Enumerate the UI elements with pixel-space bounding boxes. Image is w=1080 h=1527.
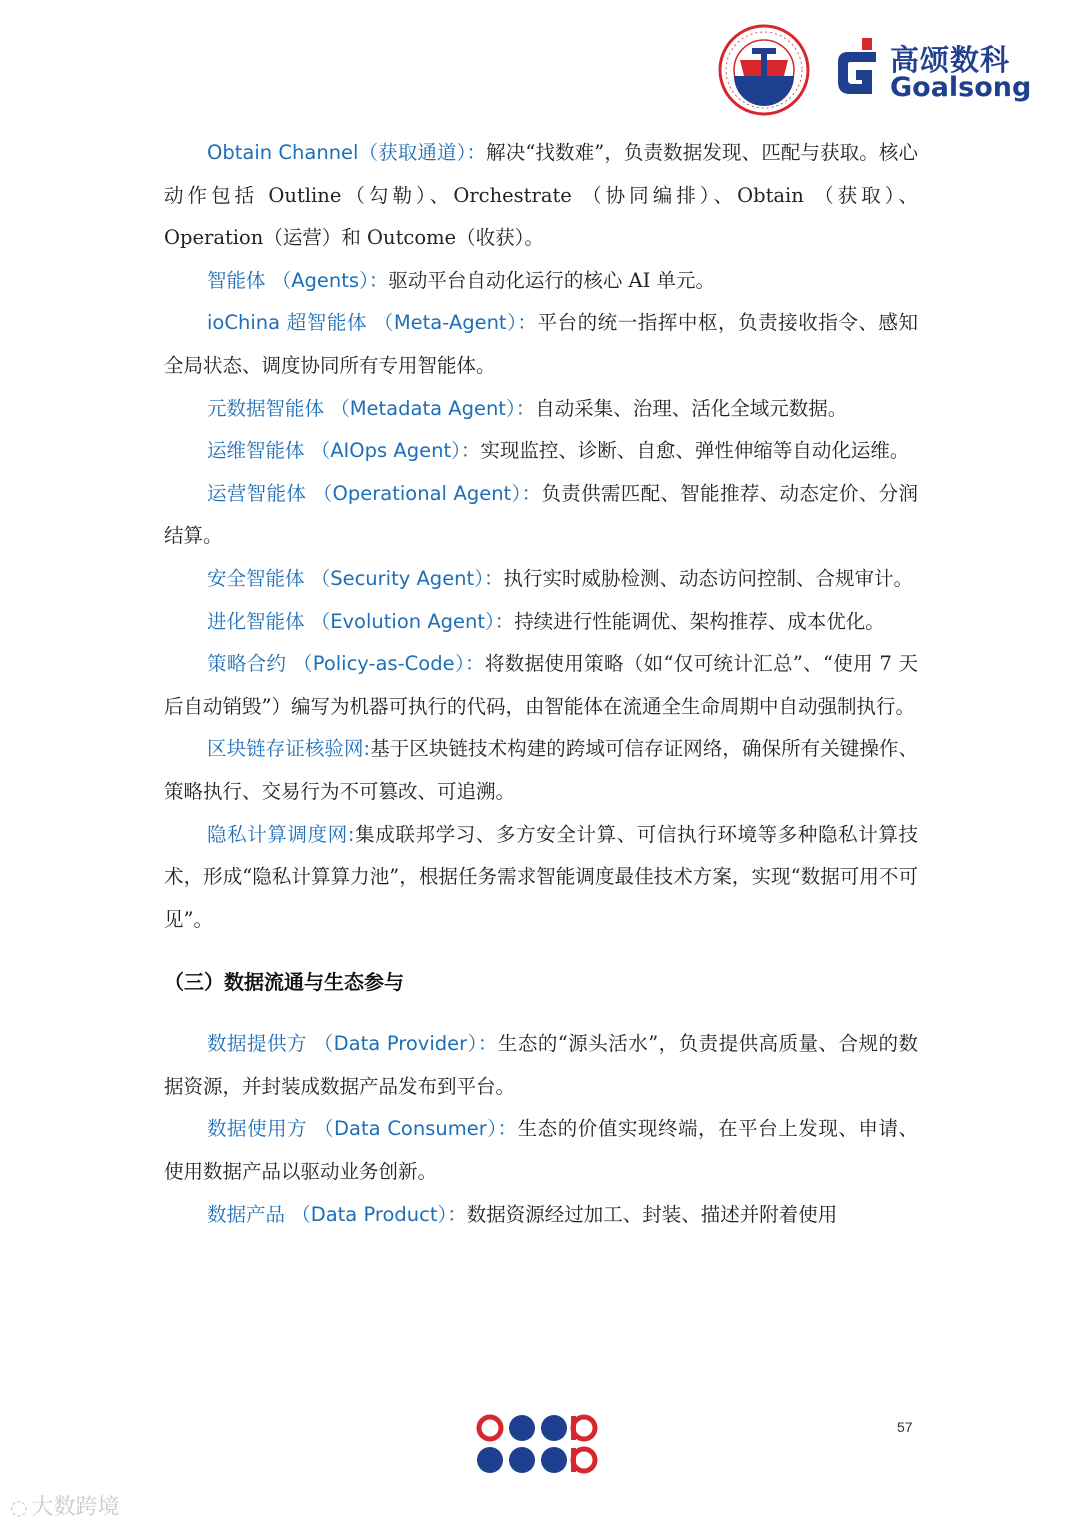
watermark — [10, 1490, 119, 1521]
paragraph-data-provider — [164, 1023, 918, 1108]
term-label: ioChina 超智能体 （Meta-Agent）： — [207, 311, 538, 335]
brand-logo — [832, 36, 1032, 106]
page-number: 57 — [897, 1419, 913, 1435]
paragraph-security-agent — [164, 558, 918, 601]
paragraph-text: 基于区块链技术构建的跨域可信存证网络，确保所有关键操作、策略执行、交易行为不可篡改、可追溯。 — [164, 737, 918, 803]
chat-bubble-icon: ◌ — [10, 1495, 28, 1519]
paragraph-data-consumer — [164, 1108, 918, 1193]
paragraph-obtain-channel — [164, 132, 918, 260]
paragraph-text: 驱动平台自动化运行的核心 AI 单元。 — [388, 268, 716, 292]
term-label: 数据产品 （Data Product）： — [207, 1202, 467, 1226]
term-label: 安全智能体 （Security Agent）： — [207, 566, 504, 590]
section-heading: （三）数据流通与生态参与 — [164, 970, 404, 995]
paragraph-text: 将数据使用策略（如“仅可统计汇总”、“使用 7 天后自动销毁”）编写为机器可执行的代码，由智能体在流通全生命周期中自动强制执行。 — [164, 652, 918, 718]
paragraph-text: 负责供需匹配、智能推荐、动态定价、分润结算。 — [164, 481, 918, 548]
term-label: 区块链存证核验网: — [207, 737, 371, 761]
footer-dots-logo — [476, 1414, 606, 1476]
paragraph-data-product — [164, 1194, 918, 1237]
paragraph-text: 执行实时威胁检测、动态访问控制、合规审计。 — [503, 566, 913, 590]
paragraph-meta-agent — [164, 302, 918, 387]
paragraph-text: 平台的统一指挥中枢，负责接收指令、感知全局状态、调度协同所有专用智能体。 — [164, 311, 918, 377]
page-header — [0, 0, 1080, 120]
paragraph-agents — [164, 260, 918, 303]
term-label: 进化智能体 （Evolution Agent）： — [207, 609, 515, 633]
paragraph-text: 集成联邦学习、多方安全计算、可信执行环境等多种隐私计算技术，形成“隐私计算算力池”，根据任务需求智能调度最佳技术方案，实现“数据可用不可见”。 — [164, 822, 918, 931]
term-label: 运营智能体 （Operational Agent）： — [207, 481, 542, 505]
term-label: 运维智能体 （AIOps Agent）： — [207, 439, 481, 463]
term-label: 数据提供方 （Data Provider）： — [207, 1032, 498, 1056]
paragraph-text: 实现监控、诊断、自愈、弹性伸缩等自动化运维。 — [480, 439, 910, 463]
paragraph-text: 生态的“源头活水”，负责提供高质量、合规的数据资源，并封装成数据产品发布到平台。 — [164, 1032, 918, 1098]
paragraph-text: 数据资源经过加工、封装、描述并附着使用 — [466, 1202, 838, 1226]
watermark-text: 大数跨境 — [31, 1495, 120, 1520]
paragraph-text: 生态的价值实现终端，在平台上发现、申请、使用数据产品以驱动业务创新。 — [164, 1117, 918, 1184]
brand-name-en: Goalsong — [890, 72, 1032, 103]
paragraph-privacy-computing — [164, 814, 918, 942]
goalsong-mark-icon — [832, 38, 884, 100]
paragraph-blockchain — [164, 728, 918, 813]
document-body — [164, 132, 918, 1236]
term-label: 元数据智能体 （Metadata Agent）： — [207, 396, 536, 420]
term-label: 隐私计算调度网: — [207, 822, 355, 846]
paragraph-text: 持续进行性能调优、架构推荐、成本优化。 — [514, 609, 885, 633]
term-label: 数据使用方 （Data Consumer）： — [207, 1117, 518, 1141]
term-label: 智能体 （Agents）： — [207, 268, 389, 292]
brand-name-cn: 高颂数科 — [890, 43, 1011, 77]
timestamp-authority-seal — [718, 24, 810, 116]
paragraph-text: 自动采集、治理、活化全域元数据。 — [535, 396, 848, 420]
paragraph-aiops-agent — [164, 430, 918, 473]
paragraph-operational-agent — [164, 473, 918, 558]
term-label: Obtain Channel（获取通道）： — [207, 141, 487, 164]
paragraph-metadata-agent — [164, 388, 918, 431]
term-label: 策略合约 （Policy-as-Code）： — [207, 652, 485, 676]
paragraph-policy-as-code — [164, 643, 918, 728]
paragraph-evolution-agent — [164, 601, 918, 644]
paragraph-text: 解决“找数难”，负责数据发现、匹配与获取。核心动作包括 Outline（勾勒）、Orchestrate （协同编排）、Obtain （获取）、Operation（运营）和 Outcome（收获）。 — [164, 141, 918, 250]
